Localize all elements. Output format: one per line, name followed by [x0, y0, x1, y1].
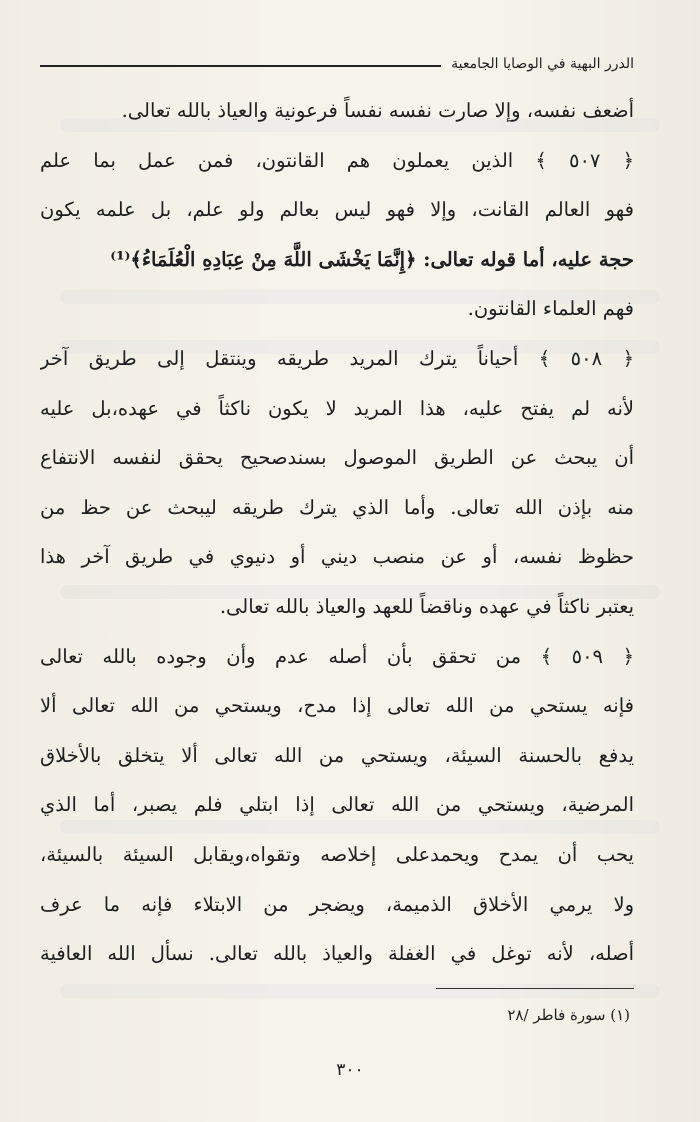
- text-line: ﴿ ٥٠٨ ﴾ أحياناً يترك المريد طريقه وينتقل إلى طريق آخر: [40, 346, 634, 370]
- text-line: فإنه يستحي من الله تعالى إذا مدح، ويستحي من الله تعالى ألا: [40, 694, 634, 718]
- text-line: فهو العالم القانت، وإلا فهو ليس بعالم ولو علم، بل علمه يكون: [40, 198, 634, 222]
- header-rule: [40, 65, 441, 67]
- text-line: حظوظ نفسه، أو عن منصب ديني أو دنيوي في طريق آخر هذا: [40, 545, 634, 569]
- header-title: الدرر البهية في الوصايا الجامعية: [451, 56, 634, 72]
- text-line: حجة عليه، أما قوله تعالى: ﴿إِنَّمَا يَخْشَى اللَّهَ مِنْ عِبَادِهِ الْعُلَمَاءُ﴾⁽¹⁾: [110, 247, 634, 271]
- text-line: المرضية، ويستحي من الله تعالى إذا ابتلي فلم يصبر، أما الذي: [40, 793, 634, 817]
- text-line: يدفع بالحسنة السيئة، ويستحي من الله تعالى ألا يتخلق بالأخلاق: [40, 743, 634, 767]
- text-line: أصله، لأنه توغل في الغفلة والعياذ بالله تعالى. نسأل الله العافية: [40, 942, 634, 966]
- text-line: ﴿ ٥٠٧ ﴾ الذين يعملون هم القانتون، فمن عمل بما علم: [40, 148, 634, 172]
- bleed-through-texture: [60, 984, 660, 998]
- text-line: أضعف نفسه، وإلا صارت نفسه نفساً فرعونية والعياذ بالله تعالى.: [121, 99, 634, 122]
- text-line: لأنه لم يفتح عليه، هذا المريد لا يكون ناكثاً في عهده،بل عليه: [40, 396, 634, 420]
- text-line: أن يبحث عن الطريق الموصول بسندصحيح يحقق لنفسه الانتفاع: [40, 446, 634, 470]
- main-text: [40, 86, 634, 979]
- text-line: منه بإذن الله تعالى. وأما الذي يترك طريقه ليبحث عن حظ من: [40, 495, 634, 519]
- page-number: ٣٠٠: [336, 1060, 364, 1080]
- text-line: يحب أن يمدح ويحمدعلى إخلاصه وتقواه،ويقابل السيئة بالسيئة،: [40, 842, 634, 866]
- footnote-rule: [436, 988, 634, 989]
- text-line: يعتبر ناكثاً في عهده وناقضاً للعهد والعياذ بالله تعالى.: [219, 594, 634, 618]
- text-line: فهم العلماء القانتون.: [467, 297, 634, 321]
- footnote: (١) سورة فاطر /٢٨: [507, 1006, 630, 1024]
- running-header: [40, 52, 634, 76]
- text-line: ﴿ ٥٠٩ ﴾ من تحقق بأن أصله عدم وأن وجوده بالله تعالى: [40, 644, 634, 668]
- text-line: ولا يرمي الأخلاق الذميمة، ويضجر من الابتلاء فإنه ما عرف: [40, 892, 634, 916]
